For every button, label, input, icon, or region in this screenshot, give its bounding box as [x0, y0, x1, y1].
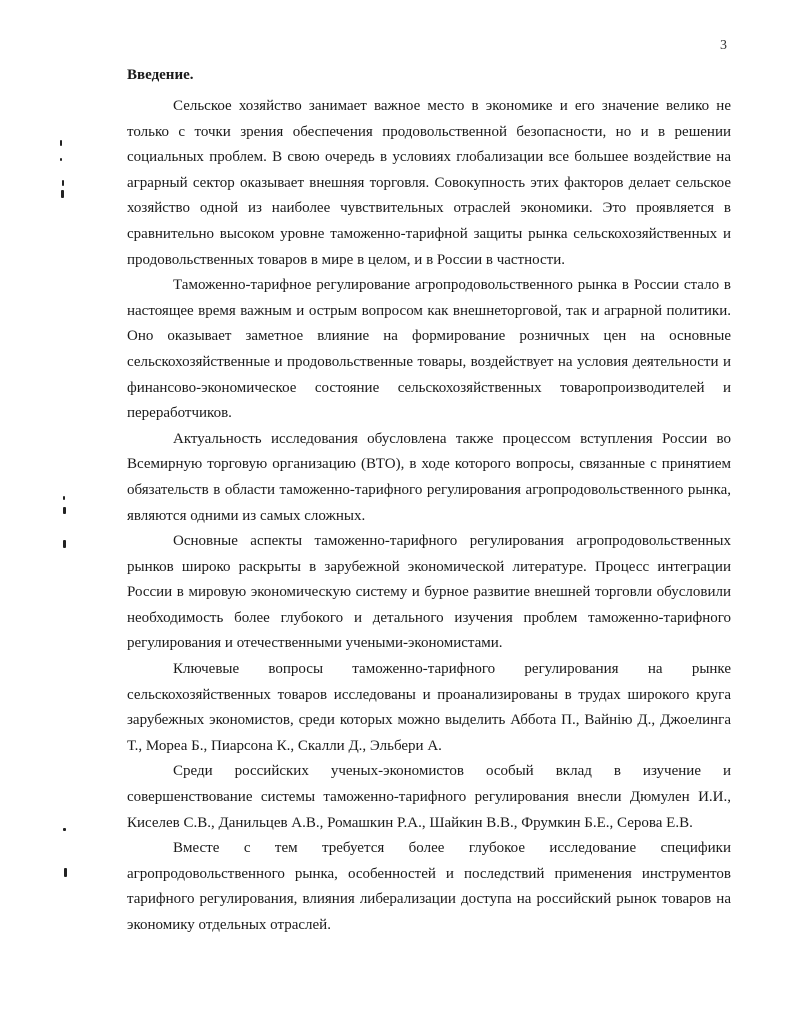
paragraph: Сельское хозяйство занимает важное место в экономике и его значение велико не только с точки зрения обеспечения продовольственной безопасности, но и в решении социальных проблем. В свою очередь в условиях глобализации все большее воздействие на аграрный сектор оказывает внешняя торговля. Совокупность этих факторов делает сельское хозяйство одной из наиболее чувствительных отраслей экономики. Это проявляется в сравнительно высоком уровне таможенно-тарифной защиты рынка сельскохозяйственных и продовольственных товаров в мире в целом, и в России в частности. [127, 98, 731, 268]
scan-mark [63, 540, 66, 548]
document-body [127, 62, 731, 939]
section-heading: Введение. [127, 67, 194, 83]
scan-mark [63, 496, 65, 500]
scan-mark [62, 180, 64, 186]
scan-mark [61, 190, 64, 198]
paragraph: Ключевые вопросы таможенно-тарифного регулирования на рынке сельскохозяйственных товаров исследованы и проанализированы в трудах широкого круга зарубежных экономистов, среди которых можно выделить Аббота П., Вайнію Д., Джоелинга Т., Мореа Б., Пиарсона К., Скалли Д., Эльбери А. [127, 661, 731, 754]
scan-mark [63, 828, 66, 831]
scan-mark [63, 507, 66, 514]
paragraph: Таможенно-тарифное регулирование агропродовольственного рынка в России стало в настоящее время важным и острым вопросом как внешнеторговой, так и аграрной политики. Оно оказывает заметное влияние на формирование розничных цен на основные сельскохозяйственные и продовольственные товары, воздействует на условия деятельности и финансово-экономическое состояние сельскохозяйственных товаропроизводителей и переработчиков. [127, 277, 731, 422]
paragraph: Актуальность исследования обусловлена также процессом вступления России во Всемирную торговую организацию (ВТО), в ходе которого вопросы, связанные с принятием обязательств в области таможенно-тарифного регулирования агропродовольственного рынка, являются одними из самых сложных. [127, 430, 731, 524]
scan-mark [60, 140, 62, 146]
paragraph: Вместе с тем требуется более глубокое исследование специфики агропродовольственного рынка, особенностей и последствий применения инструментов тарифного регулирования, влияния либерализации доступа на российский рынок товаров на экономику отдельных отраслей. [127, 840, 731, 933]
scan-mark [60, 158, 62, 161]
paragraph: Основные аспекты таможенно-тарифного регулирования агропродовольственных рынков широко раскрыты в зарубежной экономической литературе. Процесс интеграции России в мировую экономическую систему и бурное развитие внешней торговли обусловили необходимость более глубокого и детального изучения проблем таможенно-тарифного регулирования и отечественными учеными-экономистами. [127, 533, 731, 652]
page-number: 3 [720, 38, 727, 53]
scan-mark [64, 868, 67, 877]
paragraph: Среди российских ученых-экономистов особый вклад в изучение и совершенствование системы таможенно-тарифного регулирования внесли Дюмулен И.И., Киселев С.В., Данильцев А.В., Ромашкин Р.А., Шайкин В.В., Фрумкин Б.Е., Серова Е.В. [127, 763, 731, 831]
